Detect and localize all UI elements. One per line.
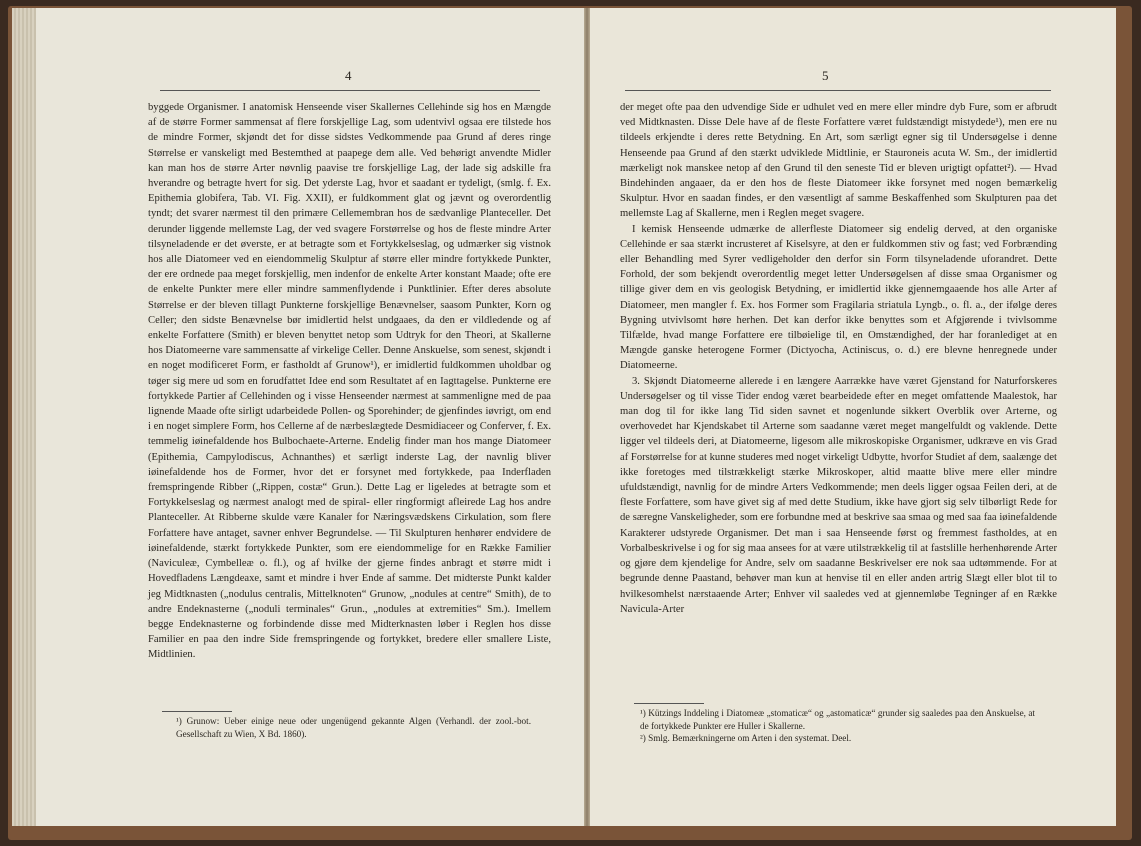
page-number: 5 (822, 68, 829, 83)
paragraph: der meget ofte paa den udvendige Side er udhulet ved en mere eller mindre dyb Fure, som er afbrudt ved Midtknasten. Disse Dele have af de fleste Forfattere været fuldstændigt mistydede¹), men ere nu tildeels erkjendte i deres rette Betydning. En Art, som særligt egner sig til Undersøgelse i denne Henseende paa Grund af den stærkt udviklede Midtlinie, er Stauroneis acuta W. Sm., der imidlertid mærkeligt nok manskee netop af den Grund til den seneste Tid er bleven urigtigt opfattet²). — Hvad Bindehinden angaaer, da er den hos de fleste Diatomeer ikke forsynet med nogen bemærkelig Skulptur. Hvor en saadan findes, er den væsentligt af samme Beskaffenhed som Skulpturen paa det mellemste Lag af Skallerne, men i Reglen meget svagere. (620, 102, 1057, 220)
paragraph: byggede Organismer. I anatomisk Henseende viser Skallernes Cellehinde sig hos en Mængde af de større Former sammensat af flere forskjellige Lag, som udentvivl ogsaa ere tilstede hos de mindre Former, skjøndt det for disse sidstes Vedkommende paa Grund af deres ringe Størrelse er vanskeligt med Bestemthed at paapege dem alle. Ved behørigt anvendte Midler kan man hos de større Arter nøvnlig paavise tre forskjellige Lag, der lade sig adskille fra hverandre og betragte hvert for sig. Det yderste Lag, hvor et saadant er tydeligt, (smlg. f. Ex. Epithemia globifera, Tab. VI. Fig. XXII), er fuldkomment glat og jævnt og overordentlig tyndt; det svarer nærmest til den primære Cellemembran hos de sædvanlige Planteceller. Det derunder liggende mellemste Lag, der ved svagere Forstørrelse og hos de fleste mindre Arter tilsyneladende er det øverste, er at betragte som et Fortykkelseslag, og udmærker sig vistnok hos alle Diatomeer ved en eiendommelig Skulptur af større eller mindre fortykkede Punkter, der ere ordnede paa meget forskjellig, men indenfor de enkelte Arter konstant Maade; ofte ere de enkelte Punkter mere eller mindre sammenflydende i Punktlinier. Efter deres absolute Størrelse er der bleven tillagt Punkterne forskjellige Benævnelser, saasom Punkter, Korn og Celler; den sidste Benævnelse bør imidlertid helst undgaaes, da den er vildledende og af enkelte Forfattere (Smith) er bleven benyttet netop som Udtryk for den Theori, at Skallerne hos Diatomeerne vare sammensatte af virkelige Celler. Denne Anskuelse, som senest, skjøndt i en noget modificeret Form, er fastholdt af Grunow¹), er imidlertid fuldkommen uholdbar og tøger sig mere ud som en forudfattet Idee end som Resultatet af en Iagttagelse. Punkterne ere fortykkede Partier af Cellehinden og i visse Henseender nærmest at sammenligne med de paa lignende Maade ofte sirligt udarbeidede Pollen- og Sporehinder; de gjenfindes iøvrigt, om end i en noget simplere Form, hos Cellerne af de nærbeslægtede Desmidiaceer og Conferver, f. Ex. temmelig iøinefaldende hos Bulbochaete-Arterne. Endelig finder man hos mange Diatomeer (Epithemia, Campylodiscus, Achnanthes) et særligt inderste Lag, der navnlig bliver iøinefaldende hos de Former, hvor det er forsynet med fortykkede, paa Inderfladen fremspringende Ribber („Rippen, costæ“ Grun.). Dette Lag er ligeledes at betragte som et Fortykkelseslag og nærmest analogt med de spiral- eller ringformigt afleirede Lag hos andre Planteceller. At Ribberne skulde være Kanaler for Næringsvædskens Cirkulation, som flere Forfattere have antaget, savner enhver Begrundelse. — Til Skulpturen henhører endvidere de iøinefaldende, stærkt fortykkede Punkter, som ere eiendommelige for en Række Familier (Naviculeæ, Cymbelleæ o. fl.), og af hvilke der gjerne findes anbragt et større midt i Hovedfladens Længdeaxe, samt et mindre i hver Ende af samme. Det midterste Punkt kalder jeg Midtknasten („nodulus centralis, Mittelknoten“ Grunow, „nodules at centre“ Smith), de to andre Endeknasterne („noduli terminales“ Grun., „nodules at extremities“ Sm.). Imellem begge Endeknasterne og forbindende disse med Midterknasten løber i Reglen hos disse Familier en paa den indre Side fremspringende og fortykket, bredere eller smallere Liste, Midtlinien. (148, 102, 551, 661)
left-page (36, 8, 584, 826)
header-rule (160, 90, 540, 91)
paragraph: I kemisk Henseende udmærke de allerfleste Diatomeer sig endelig derved, at den organiske Cellehinde er saa stærkt incrusteret af Kiselsyre, at den er fuldkommen stiv og fast; ved Forbrænding eller Behandling med Syrer vedligeholder den derfor sin Form tilsyneladende uforandret. Dette Forhold, der som bekjendt overordentlig meget letter Undersøgelsen af disse smaa Organismer og tillige giver dem en vis geologisk Betydning, er imidlertid ikke gjennemgaaende hos alle Arter af Diatomeer, men mangler f. Ex. hos Former som Fragilaria striatula Lyngb., o. fl. a., der ifølge deres Bygning utvivlsomt høre herhen. Det kan derfor ikke benyttes som et Afgjørende i tvivlsomme Tilfælde, hvad mange Forfattere ere tilbøielige til, en Omstændighed, der har foranlediget at en Mængde ganske heterogene Former (Dictyocha, Actiniscus, o. d.) ere blevne henregnede under Diatomeerne. (620, 223, 1057, 372)
body-text (148, 100, 551, 663)
footnote: ¹) Grunow: Ueber einige neue oder ungenügend gekannte Algen (Verhandl. der zool.-bot. Gesellschaft zu Wien, X Bd. 1860). (176, 716, 531, 739)
header-rule (625, 90, 1051, 91)
footnote: ¹) Kützings Inddeling i Diatomeæ „stomaticæ“ og „astomaticæ“ grunder sig saaledes paa den Anskuelse, at de fortykkede Punkter ere Huller i Skallerne. (640, 708, 1035, 731)
page-edges (12, 8, 36, 826)
right-page (590, 8, 1116, 826)
body-text (620, 100, 1057, 617)
footnote-rule (162, 711, 232, 712)
footnote-rule (634, 703, 704, 704)
paragraph: 3. Skjøndt Diatomeerne allerede i en længere Aarrække have været Gjenstand for Naturforskeres Undersøgelser og til visse Tider endog været bearbeidede efter en meget omfattende Maalestok, har man dog til for ikke lang Tid siden savnet et nogenlunde sikkert Overblik over Arterne, og overhovedet har Kjendskabet til Arterne som saadanne været meget mangelfuldt og vaklende. Dette ligger vel tildeels deri, at Diatomeerne, ligesom alle mikroskopiske Organismer, udkræve en vis Grad af Forstørrelse for at kunne studeres med noget virkeligt Udbytte, hvorfor Studiet af dem, saalænge det ikke foretoges med tilstrækkeligt stærke Mikroskoper, altid maatte blive mere eller mindre ufuldstændigt, navnlig for de mindre Arters Vedkommende; men deels ligger ogsaa Feilen deri, at de fleste Forfattere, som have givet sig af med dette Studium, ikke have gjort sig selv tilbørligt Rede for de særegne Vanskeligheder, som ere forbundne med at beskrive saa smaa og med saa faa iøinefaldende Karakterer udstyrede Organismer. Det man i saa Henseende først og fremmest fastholdes, at en Vorbalbeskrivelse i og for sig maa ansees for at være utilstrækkelig til at fastslille herhenhørende Arter og gjøre dem kjendelige for Andre, selv om saadanne Beskrivelser ere nok saa udtømmende. For at begrunde denne Paastand, behøver man kun at henvise til en eller anden artrig Slægt eller blot til to hvilkesomhelst nærstaaende Arter; Enhver vil saaledes ved at gjennemløbe Tegninger af en Række Navicula-Arter (620, 375, 1057, 615)
footnotes (640, 707, 1035, 745)
page-number: 4 (345, 68, 352, 83)
footnotes (176, 715, 531, 740)
footnote: ²) Smlg. Bemærkningerne om Arten i den systemat. Deel. (640, 733, 852, 743)
